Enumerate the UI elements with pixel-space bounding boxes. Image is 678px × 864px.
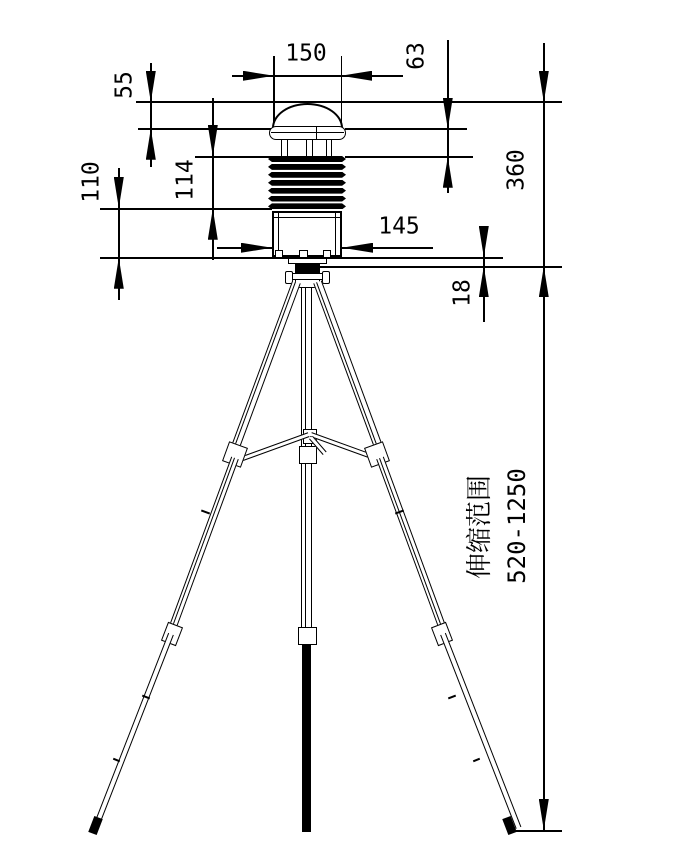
right-leg-joint-tick	[473, 758, 480, 762]
arrow-63-bottom	[443, 157, 453, 188]
left-leg-joint-tick	[201, 510, 210, 515]
left-leg-lower	[93, 633, 174, 829]
dim-label-145: 145	[378, 213, 420, 240]
dim-line-360-range	[543, 43, 545, 830]
arrow-55-bottom	[146, 129, 156, 160]
sensor-body-top-line	[274, 217, 340, 218]
arrow-360-bottom-range-top	[539, 266, 549, 297]
ref-line-ground	[516, 830, 562, 832]
arrow-63-top	[443, 98, 453, 129]
louver-fin	[268, 180, 346, 186]
arrow-114-bottom	[208, 209, 218, 240]
right-leg-middle	[376, 457, 446, 629]
arrow-range-bottom	[539, 799, 549, 830]
left-leg-foot	[88, 816, 102, 835]
arrow-150-right	[341, 71, 372, 81]
louver-fin	[268, 172, 346, 178]
dim-label-150: 150	[285, 40, 327, 67]
dim-label-range-name: 伸缩范围	[464, 474, 494, 580]
center-column-lower	[302, 645, 311, 832]
ref-line-cap-left	[138, 128, 271, 130]
dim-label-55: 55	[111, 71, 138, 99]
dim-label-110: 110	[78, 161, 105, 203]
arrow-360-top	[539, 71, 549, 102]
ref-line-louver-bottom	[100, 208, 272, 210]
ref-line-plate-bottom	[318, 266, 562, 268]
right-leg-joint-tick	[448, 695, 456, 700]
left-leg-upper	[231, 280, 301, 448]
arrow-145-right	[342, 243, 373, 253]
tripod-head-knob-right	[322, 271, 330, 284]
sensor-body-inner-right	[335, 213, 336, 255]
sensor-bottom-tab-left	[275, 250, 283, 258]
dim-label-360: 360	[503, 149, 530, 191]
dim-label-63: 63	[403, 42, 430, 70]
left-leg-middle	[169, 457, 239, 629]
arrow-18-bottom	[479, 266, 489, 297]
dim-label-range-value: 520-1250	[503, 468, 531, 584]
sensor-post-middle	[306, 140, 313, 157]
sensor-post-left	[281, 140, 288, 157]
sensor-cap-inner-line	[271, 132, 344, 133]
center-column-clamp	[298, 627, 317, 645]
dim-label-18: 18	[449, 279, 476, 307]
louver-fin	[268, 203, 346, 209]
sensor-cap-divider	[316, 127, 317, 139]
ref-line-louver-top-right	[345, 156, 473, 158]
sensor-bottom-tab-middle	[299, 250, 308, 258]
louver-fin	[268, 164, 346, 170]
arrow-18-top	[479, 226, 489, 257]
sensor-post-right	[326, 140, 332, 157]
arrow-110-top	[114, 177, 124, 208]
ref-line-dome-top	[136, 101, 562, 103]
sensor-bottom-tab-right	[323, 250, 331, 258]
ext-line-dome-left	[273, 56, 275, 127]
ref-line-cap-right	[345, 128, 467, 130]
tripod-head-block	[295, 263, 320, 273]
arrow-145-left	[241, 243, 272, 253]
arrow-110-bottom	[114, 258, 124, 289]
arrow-114-top	[208, 125, 218, 156]
arrow-150-left	[243, 71, 274, 81]
louver-fin	[268, 156, 346, 162]
louver-fin	[268, 196, 346, 202]
right-leg-upper	[313, 280, 383, 448]
sensor-body-inner-left	[278, 213, 279, 255]
ext-line-dome-right	[341, 56, 343, 127]
center-column-collar	[299, 446, 317, 464]
dim-label-114: 114	[172, 159, 199, 201]
sensor-cap	[269, 126, 346, 140]
sensor-dome	[272, 103, 343, 128]
ref-line-louver-top-left	[195, 156, 272, 158]
right-leg-lower	[440, 633, 521, 829]
arrow-55-top	[146, 71, 156, 102]
louver-fin	[268, 188, 346, 194]
